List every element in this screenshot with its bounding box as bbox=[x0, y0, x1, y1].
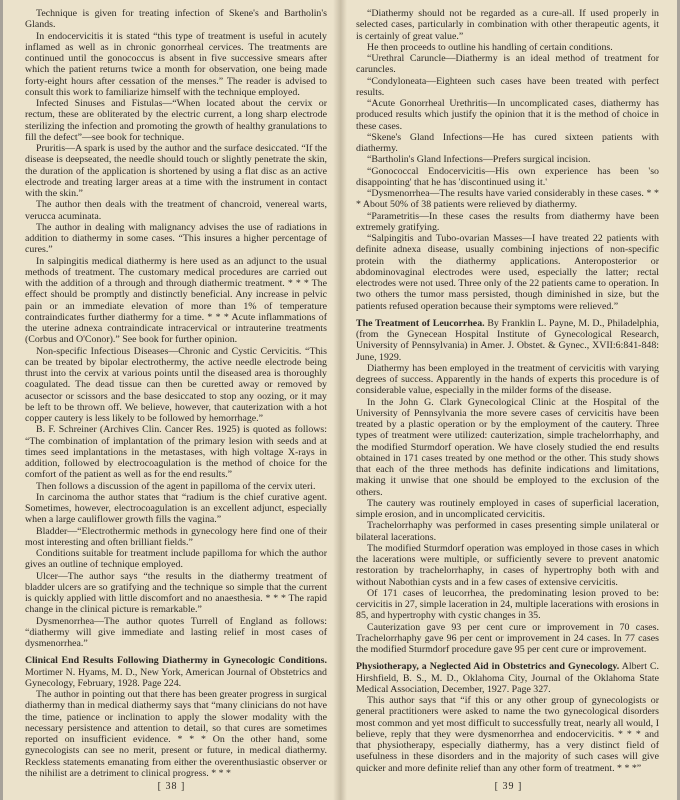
article-heading bbox=[25, 655, 327, 689]
paragraph: This author says that “if this or any other group of gynecologists or general practitioners were asked to name the two gynecological disorders most common and yet most difficult to successfully treat, nearly all would, I believe, reply that they were dysmenorrhea and endocervicitis. * * * and that physiotherapy, especially diathermy, has a very distinct field of usefulness in these disorders and in the majority of such cases will give quicker and more definite relief than any other form of treatment. * * *” bbox=[356, 695, 659, 774]
paragraph: Dysmenorrhea—The author quotes Turrell of England as follows: “diathermy will give immediate and lasting relief in most cases of dysmenorrhea.” bbox=[25, 615, 327, 649]
page-number: [ 38 ] bbox=[157, 781, 186, 792]
paragraph: Technique is given for treating infection of Skene's and Bartholin's Glands. bbox=[25, 8, 327, 31]
paragraph: “Skene's Gland Infections—He has cured sixteen patients with diathermy. bbox=[356, 131, 659, 154]
paragraph: In endocervicitis it is stated “this type of treatment is useful in acutely inflamed as well as in chronic gonorrheal cervices. The treatments are continued until the gonococcus is absent in five successive smears after which the patient returns twice a month for observation, one being made forty-eight hours after cessation of the menses.” The reader is advised to consult this work to familiarize himself with the technique employed. bbox=[25, 30, 327, 98]
book-spread bbox=[3, 0, 677, 800]
paragraph: “Salpingitis and Tubo-ovarian Masses—I have treated 22 patients with definite adnexa disease, usually combining injections of non-specific protein with the diathermy applications. Anteroposterior or abdominovaginal electrodes were used, especially the latter; rectal electrodes were not used. Three only of the 22 patients came to operation. In two others the tumor mass persisted, though diminished in size, but the patients refused operation because their symptoms were relieved.” bbox=[356, 233, 659, 312]
left-page bbox=[3, 0, 340, 800]
paragraph: “Gonococcal Endocervicitis—His own experience has been 'so disappointing' that he has 'discontinued using it.' bbox=[356, 165, 659, 188]
paragraph: Infected Sinuses and Fistulas—“When located about the cervix or rectum, these are obliterated by the electric current, a long sharp electrode sterilizing the infection and promoting the growth of healthy granulations to fill the defect”—see book for technique. bbox=[25, 98, 327, 143]
paragraph: The modified Sturmdorf operation was employed in those cases in which the lacerations were multiple, or sufficiently severe to prevent anatomic restoration by trachelorrhaphy, in cases of hypertrophy both with and without Nabothian cysts and in a few cases of extensive cervicitis. bbox=[356, 542, 659, 588]
paragraph: The author in pointing out that there has been greater progress in surgical diathermy than in medical diathermy says that “many clinicians do not have the time, patience or inclination to apply the slower modality with the necessary persistence and attention to detail, so that cures are sometimes reported on insufficient evidence. * * * On the other hand, some gynecologists can see no merit, present or future, in medical diathermy. Reckless statements emanating from either the overenthusiastic observer or the nihilist are a detriment to clinical progress. * * * bbox=[25, 689, 327, 779]
paragraph: Conditions suitable for treatment include papilloma for which the author gives an outline of technique employed. bbox=[25, 548, 327, 571]
left-column bbox=[25, 8, 327, 779]
paragraph: The cautery was routinely employed in cases of superficial laceration, simple erosion, and in uncomplicated cervicitis. bbox=[356, 497, 659, 520]
article-heading bbox=[356, 318, 659, 363]
paragraph: Of 171 cases of leucorrhea, the predominating lesion proved to be: cervicitis in 27, simple laceration in 24, multiple lacerations with erosions in 85, and hypertrophy with cystic changes in 35. bbox=[356, 587, 659, 622]
paragraph: “Bartholin's Gland Infections—Prefers surgical incision. bbox=[367, 154, 591, 166]
paragraph: In salpingitis medical diathermy is here used as an adjunct to the usual methods of treatment. The customary medical procedures are carried out with the addition of a through and through diathermic treatment. * * * The effect should be promptly and distinctly beneficial. Any increase in pelvic pain or an immediate elevation of more than 1% of temperature contraindicates further diathermy for a time. * * * Acute inflammations of the uterine adnexa contraindicate intracervical or intrauterine treatments (Corbus and O'Conor).” See book for further opinion. bbox=[25, 255, 327, 346]
paragraph: In the John G. Clark Gynecological Clinic at the Hospital of the University of Pennsylvania the more severe cases of cervicitis have been treated by a plastic operation or by the employment of the cautery. Three types of treatment were utilized: cauterization, simple trachelorrhaphy, and the modified Sturmdorf operation. We have closely studied the end results obtained in 171 cases treated by one method or the other. This study shows that each of the three methods has definite indications and limitations, making it unwise that one should be employed to the exclusion of the others. bbox=[356, 396, 659, 498]
paragraph: “Acute Gonorrheal Urethritis—In uncomplicated cases, diathermy has produced results which justify the opinion that it is the method of choice in these cases. bbox=[356, 98, 659, 132]
paragraph: “Parametritis—In these cases the results from diathermy have been extremely gratifying. bbox=[356, 210, 659, 233]
article-title: Clinical End Results Following Diathermy in Gynecologic Conditions. bbox=[25, 655, 327, 667]
article-heading bbox=[356, 661, 659, 695]
paragraph: “Dysmenorrhea—The results have varied considerably in these cases. * * * About 50% of 38 patients were relieved by diathermy. bbox=[356, 188, 659, 211]
article-citation: By Franklin L. Payne, M. D., Philadelphia, (from the Gynecean Hospital Institute of Gynecological Research, University of Pennsylvania) in Amer. J. Obstet. & Gynec., XVII:6:841-848: June, 1929. bbox=[356, 317, 659, 363]
paragraph: Cauterization gave 93 per cent cure or improvement in 70 cases. Trachelorrhaphy gave 96 per cent or improvement in 24 cases. In 77 cases the modified Sturmdorf procedure gave 95 per cent cure or improvement. bbox=[356, 621, 659, 655]
right-page bbox=[340, 0, 677, 800]
paragraph: In carcinoma the author states that “radium is the chief curative agent. Sometimes, however, electrocoagulation is an excellent adjunct, especially when a large cauliflower growth fills the vagina.” bbox=[25, 491, 327, 526]
paragraph: Ulcer—The author says “the results in the diathermy treatment of bladder ulcers are so gratifying and the technique so simple that the current is quickly applied with little discomfort and no anaesthesia. * * * The rapid change in the clinical picture is remarkable.” bbox=[25, 570, 327, 616]
paragraph: B. F. Schreiner (Archives Clin. Cancer Res. 1925) is quoted as follows: “The combination of implantation of the primary lesion with seeds and at times seed implantations in the metastases, with high voltage X-rays in addition, followed by electrocoagulation is the method of choice for the comfort of the patient as well as for the end results.” bbox=[25, 424, 327, 481]
right-column bbox=[356, 8, 659, 774]
paragraph: “Condyloneata—Eighteen such cases have been treated with perfect results. bbox=[356, 75, 659, 98]
paragraph: “Urethral Caruncle—Diathermy is an ideal method of treatment for caruncles. bbox=[356, 53, 659, 76]
paragraph: He then proceeds to outline his handling of certain conditions. bbox=[367, 41, 613, 53]
paragraph: “Diathermy should not be regarded as a cure-all. If used properly in selected cases, particularly in combination with other therapeutic agents, it is certainly of great value.” bbox=[356, 8, 659, 42]
article-title: The Treatment of Leucorrhea. bbox=[356, 317, 485, 329]
book-gutter bbox=[333, 0, 347, 800]
paragraph: The author in dealing with malignancy advises the use of radiations in addition to diathermy in some cases. “This insures a higher percentage of cures.” bbox=[25, 221, 327, 256]
paragraph: Then follows a discussion of the agent in papilloma of the cervix uteri. bbox=[36, 480, 316, 492]
page-number: [ 39 ] bbox=[494, 781, 523, 792]
paragraph: Bladder—“Electrothermic methods in gynecology here find one of their most interesting and often brilliant fields.” bbox=[25, 525, 327, 548]
paragraph: Non-specific Infectious Diseases—Chronic and Cystic Cervicitis. “This can be treated by bipolar electrothermy, the active needle electrode being thrust into the cervix at various points until the diseased area is thoroughly coagulated. The dead tissue can then be curetted away or removed by acusector or scissors and the base desiccated to stop any oozing, or it may be left to be thrown off. We believe, however, that cauterization with a hot copper cautery is less likely to be followed by hemorrhage.” bbox=[25, 345, 327, 424]
paragraph: Diathermy has been employed in the treatment of cervicitis with varying degrees of success. Apparently in the hands of experts this procedure is of considerable value, especially in the milder forms of the disease. bbox=[356, 362, 659, 397]
article-citation: Albert C. Hirshfield, B. S., M. D., Oklahoma City, Journal of the Oklahoma State Medical Association, December, 1927. Page 327. bbox=[356, 661, 659, 695]
paragraph: Trachelorrhaphy was performed in cases presenting simple unilateral or bilateral lacerations. bbox=[356, 520, 659, 543]
paragraph: The author then deals with the treatment of chancroid, venereal warts, verucca acuminata. bbox=[25, 199, 327, 222]
article-title: Physiotherapy, a Neglected Aid in Obstetrics and Gynecology. bbox=[356, 661, 620, 673]
article-citation: Mortimer N. Hyams, M. D., New York, American Journal of Obstetrics and Gynecology, February, 1928. Page 224. bbox=[25, 666, 327, 689]
paragraph: Pruritis—A spark is used by the author and the surface desiccated. “If the disease is deepseated, the needle should touch or slightly penetrate the skin, the duration of the application is shortened by using a flat disc as an active electrode and treating larger areas at a time with the instrument in contact with the skin.” bbox=[25, 143, 327, 199]
